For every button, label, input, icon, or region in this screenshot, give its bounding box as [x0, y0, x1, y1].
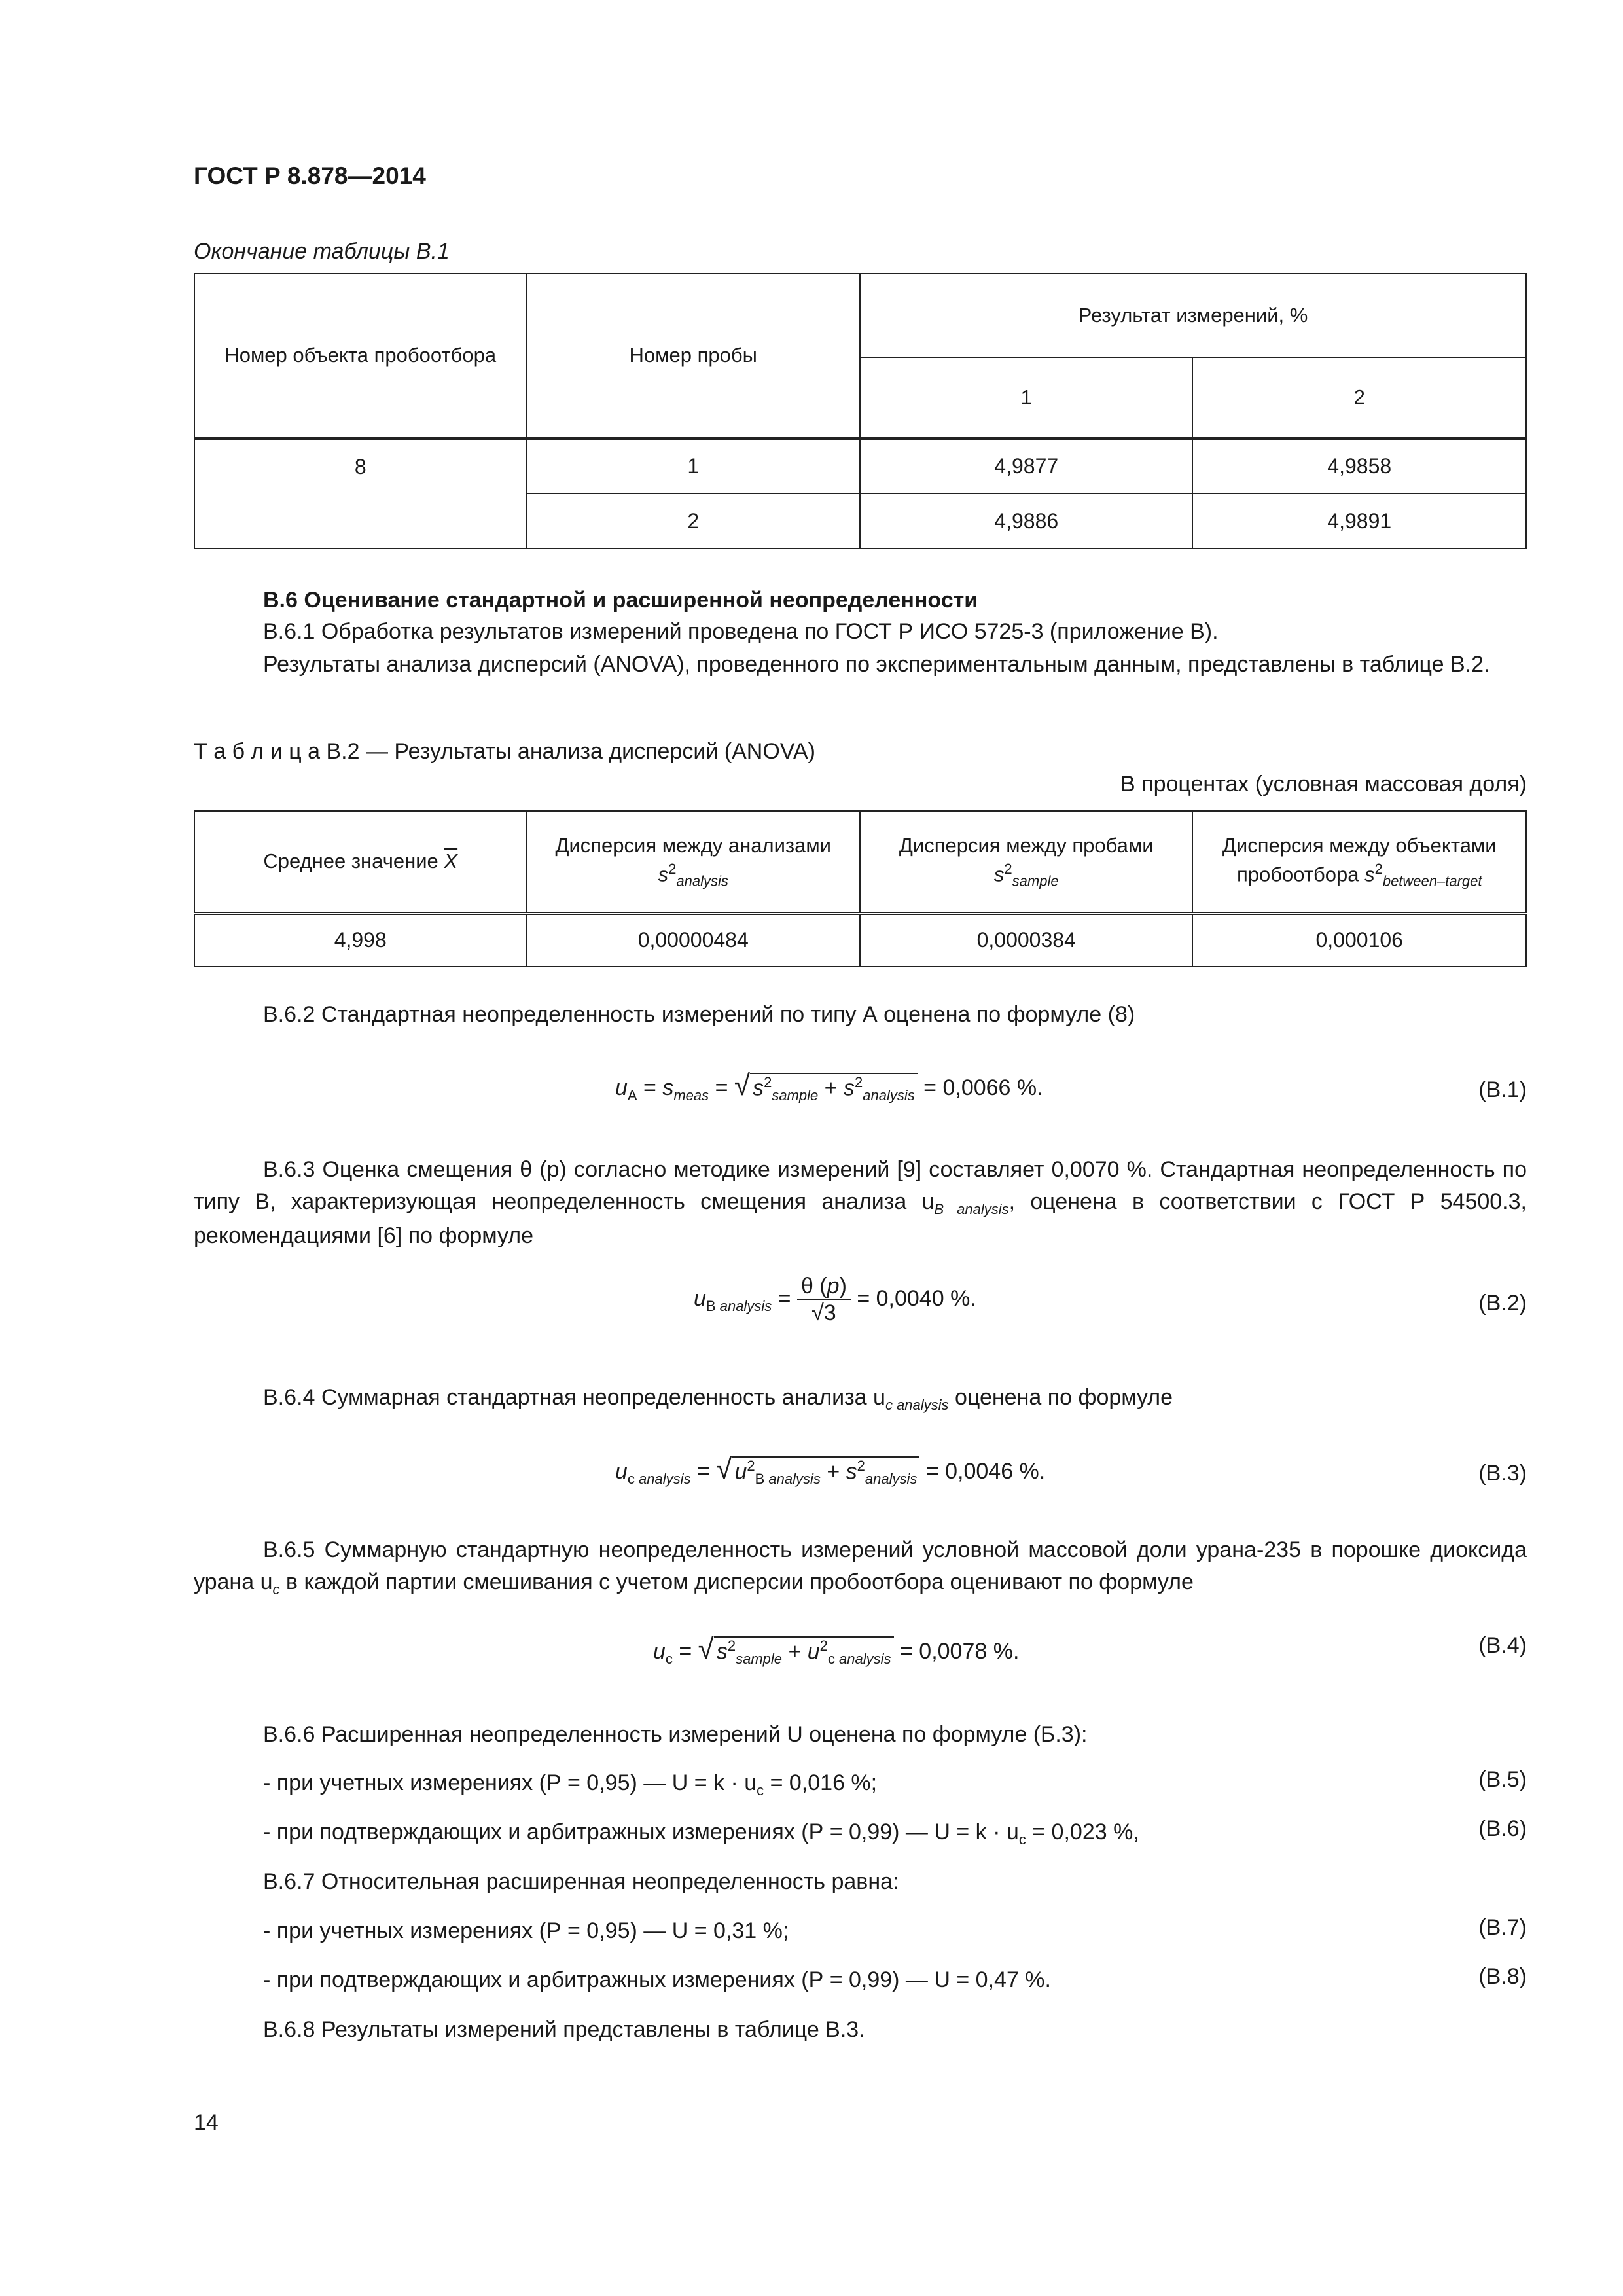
equation-b5-number: (В.5): [1478, 1767, 1527, 1792]
section-heading: В.6 Оценивание стандартной и расширенной неопределенности: [263, 588, 978, 613]
list-item-accounting-relative: - при учетных измерениях (Р = 0,95) — U = 0,31 %;: [263, 1918, 789, 1943]
paragraph-b68: В.6.8 Результаты измерений представлены в таблице В.3.: [263, 2017, 865, 2042]
equation-b4: $u_с$ = √ $s^2_{sample} + u^2_{с analysis} = 0,0078$ %.: [653, 1633, 1020, 1667]
equation-b2-number: (В.2): [1478, 1291, 1527, 1316]
list-item-accounting: - при учетных измерениях (Р = 0,95) — $U = k \cdot u_с = 0,016$ %;: [263, 1770, 878, 1799]
target-variance-header: Дисперсия между объектами пробоотбора $s^2_{between-target}$: [1192, 811, 1526, 913]
target-variance-value: 0,000106: [1192, 913, 1526, 967]
paragraph-b64: В.6.4 Суммарная стандартная неопределенность анализа $u_{с analysis}$ оценена по формуле: [263, 1385, 1173, 1413]
page-number: 14: [194, 2110, 219, 2135]
equation-b7-number: (В.7): [1478, 1915, 1527, 1940]
table-b1-end: [194, 273, 1527, 549]
analysis-variance-header: Дисперсия между анализами $s^2_{analysis}$: [526, 811, 860, 913]
paragraph-b66: В.6.6 Расширенная неопределенность измерений U оценена по формуле (Б.3):: [263, 1722, 1088, 1747]
paragraph-b61: В.6.1 Обработка результатов измерений проведена по ГОСТ Р ИСО 5725-3 (приложение В).: [263, 619, 1219, 644]
analysis-variance-value: 0,00000484: [526, 913, 860, 967]
equation-b8-number: (В.8): [1478, 1964, 1527, 1989]
col-object-header: Номер объекта пробоотбора: [194, 274, 526, 439]
result-1: 4,9877: [860, 439, 1192, 493]
col-result-header: Результат измерений, %: [860, 274, 1526, 357]
sample-number: 2: [526, 493, 860, 548]
sub-col-1: 1: [860, 357, 1192, 439]
result-1: 4,9886: [860, 493, 1192, 548]
sample-variance-header: Дисперсия между пробами $s^2_{sample}$: [860, 811, 1192, 913]
result-2: 4,9891: [1192, 493, 1526, 548]
sub-col-2: 2: [1192, 357, 1526, 439]
paragraph-b62: В.6.2 Стандартная неопределенность измерений по типу А оценена по формуле (8): [263, 1002, 1135, 1027]
equation-b6-number: (В.6): [1478, 1816, 1527, 1841]
equation-b2: $u_{В analysis}$ = $\frac{\theta (p)}{√3}$ = 0,0040 %.: [694, 1274, 976, 1325]
list-item-arbitration-relative: - при подтверждающих и арбитражных измерениях (Р = 0,99) — U = 0,47 %.: [263, 1967, 1051, 1992]
paragraph-b67: В.6.7 Относительная расширенная неопределенность равна:: [263, 1869, 899, 1894]
object-number: 8: [194, 439, 526, 548]
sample-number: 1: [526, 439, 860, 493]
paragraph-b63: В.6.3 Оценка смещения θ (р) согласно методике измерений [9] составляет 0,0070 %. Стандартная неопределенность по типу В, характеризующая неопределенность смещения анализа $u_{В analysis}$, оценена в соответствии с ГОСТ Р 54500.3, рекомендациями [6] по формуле: [194, 1157, 1527, 1248]
mean-value: 4,998: [194, 913, 526, 967]
document-id: ГОСТ Р 8.878—2014: [194, 162, 426, 189]
mean-header: Среднее значение $\overline{X}$: [194, 811, 526, 913]
table-b2-anova: [194, 810, 1527, 967]
table2-title: Т а б л и ц а В.2 — Результаты анализа дисперсий (ANOVA): [194, 739, 815, 764]
equation-b1: $u_А = s_{meas}$ = √ $s^2_{sample} + s^2_{analysis} = 0,0066$ %.: [615, 1069, 1043, 1103]
result-2: 4,9858: [1192, 439, 1526, 493]
equation-b3-number: (В.3): [1478, 1461, 1527, 1486]
equation-b4-number: (В.4): [1478, 1633, 1527, 1658]
table2-unit: В процентах (условная массовая доля): [1120, 772, 1527, 797]
col-sample-header: Номер пробы: [526, 274, 860, 439]
paragraph-anova-intro: Результаты анализа дисперсий (ANOVA), проведенного по экспериментальным данным, представлены в таблице В.2.: [263, 652, 1490, 677]
table1-caption: Окончание таблицы В.1: [194, 239, 450, 264]
paragraph-b65: В.6.5 Суммарную стандартную неопределенность измерений условной массовой доли урана-235 в порошке диоксида урана $u_с$ в каждой партии смешивания с учетом дисперсии пробоотбора оценивают по формуле: [194, 1537, 1527, 1598]
list-item-arbitration: - при подтверждающих и арбитражных измерениях (Р = 0,99) — $U = k \cdot u_с = 0,023$ %,: [263, 1820, 1139, 1848]
equation-b3: $u_{с analysis}$ = √ $u^2_{В analysis} + s^2_{analysis} = 0,0046$ %.: [615, 1453, 1046, 1487]
sample-variance-value: 0,0000384: [860, 913, 1192, 967]
equation-b1-number: (В.1): [1478, 1077, 1527, 1102]
